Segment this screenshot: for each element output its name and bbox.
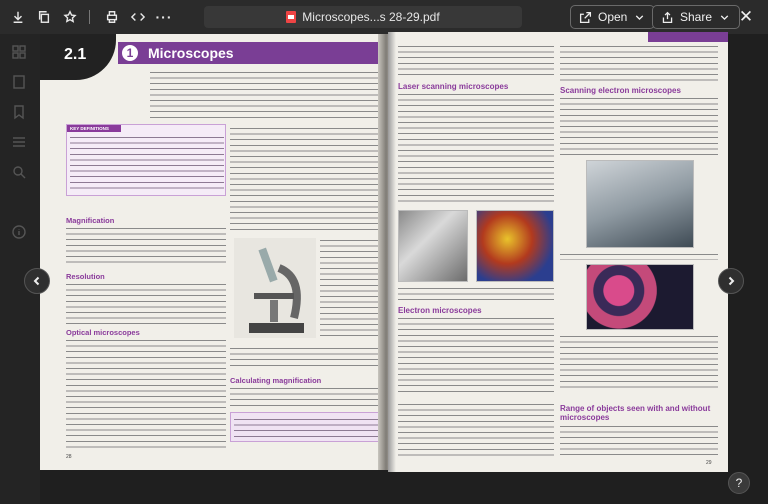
calculation-box-text xyxy=(234,417,384,439)
share-button-label: Share xyxy=(680,10,713,24)
electron-microscopes-text xyxy=(398,316,554,396)
sem-text xyxy=(560,334,718,390)
list-icon[interactable] xyxy=(11,134,29,152)
document-title xyxy=(204,6,522,28)
toolbar-separator xyxy=(89,10,90,24)
optical-microscopes-text xyxy=(66,338,226,450)
microscope-drawing xyxy=(234,238,316,338)
intro-text xyxy=(150,70,382,118)
chapter-header xyxy=(118,42,392,64)
share-button[interactable] xyxy=(652,5,740,29)
previous-page-button[interactable] xyxy=(24,268,50,294)
chevron-right-icon xyxy=(726,276,736,286)
heading-magnification: Magnification xyxy=(66,216,115,225)
chapter-title: Microscopes xyxy=(148,45,234,61)
range-text xyxy=(560,424,718,458)
next-page-button[interactable] xyxy=(718,268,744,294)
calculating-text xyxy=(230,386,386,408)
help-button[interactable]: ? xyxy=(728,472,750,494)
left-page-number: 28 xyxy=(66,454,72,460)
electron-microscope-photo xyxy=(586,160,694,248)
right-col1-intro xyxy=(398,44,554,78)
document-title-text: Microscopes...s 28-29.pdf xyxy=(302,10,440,24)
right-page-header-bar xyxy=(648,32,728,42)
key-definitions-text xyxy=(70,135,224,193)
info-icon[interactable] xyxy=(11,224,29,242)
microscope-figure xyxy=(234,238,316,338)
share-icon xyxy=(661,11,674,24)
blood-cells-image xyxy=(586,264,694,330)
left-page xyxy=(40,34,392,470)
figure-caption xyxy=(230,346,386,366)
resolution-text xyxy=(66,282,226,324)
section-number: 2.1 xyxy=(40,34,116,80)
star-icon[interactable] xyxy=(59,6,81,28)
grid-icon[interactable] xyxy=(11,44,29,62)
figure-caption-3 xyxy=(560,252,718,260)
open-button[interactable] xyxy=(570,5,655,29)
column-two-text xyxy=(230,126,386,234)
key-definitions-box xyxy=(66,124,226,196)
bookmark-icon[interactable] xyxy=(11,104,29,122)
print-icon[interactable] xyxy=(101,6,123,28)
magnification-text xyxy=(66,226,226,264)
heading-resolution: Resolution xyxy=(66,272,105,281)
pdf-file-icon xyxy=(286,11,296,23)
heading-range-of-objects: Range of objects seen with and without microscopes xyxy=(560,404,711,422)
open-external-icon xyxy=(579,11,592,24)
figure-caption-2 xyxy=(398,286,554,300)
right-page xyxy=(388,32,728,472)
heading-scanning-electron: Scanning electron microscopes xyxy=(560,86,681,95)
heading-optical-microscopes: Optical microscopes xyxy=(66,328,140,337)
transmission-text xyxy=(398,402,554,460)
calculation-box xyxy=(230,412,388,442)
download-icon[interactable] xyxy=(7,6,29,28)
scanning-electron-text xyxy=(560,96,718,158)
right-page-number: 29 xyxy=(706,460,712,466)
figure-labels xyxy=(320,238,386,338)
heading-laser-scanning: Laser scanning microscopes xyxy=(398,82,509,91)
key-definitions-title: KEY DEFINITIONS xyxy=(67,125,121,132)
copy-icon[interactable] xyxy=(33,6,55,28)
heading-electron-microscopes: Electron microscopes xyxy=(398,306,482,315)
search-icon[interactable] xyxy=(11,164,29,182)
laser-scanning-text xyxy=(398,92,554,202)
chapter-number: 1 xyxy=(120,43,140,63)
chevron-down-icon xyxy=(633,11,646,24)
close-icon[interactable]: ✕ xyxy=(738,7,754,26)
page-icon[interactable] xyxy=(11,74,29,92)
more-icon[interactable]: ··· xyxy=(155,9,173,25)
code-icon[interactable] xyxy=(127,6,149,28)
chevron-down-icon xyxy=(718,11,731,24)
page-shadow xyxy=(388,32,396,472)
toolbar xyxy=(0,0,768,34)
laser-microscope-photo xyxy=(398,210,468,282)
heading-calculating-magnification: Calculating magnification xyxy=(230,376,322,385)
open-button-label: Open xyxy=(598,10,628,24)
chevron-left-icon xyxy=(32,276,42,286)
retina-image xyxy=(476,210,554,282)
right-col2-intro xyxy=(560,44,718,82)
